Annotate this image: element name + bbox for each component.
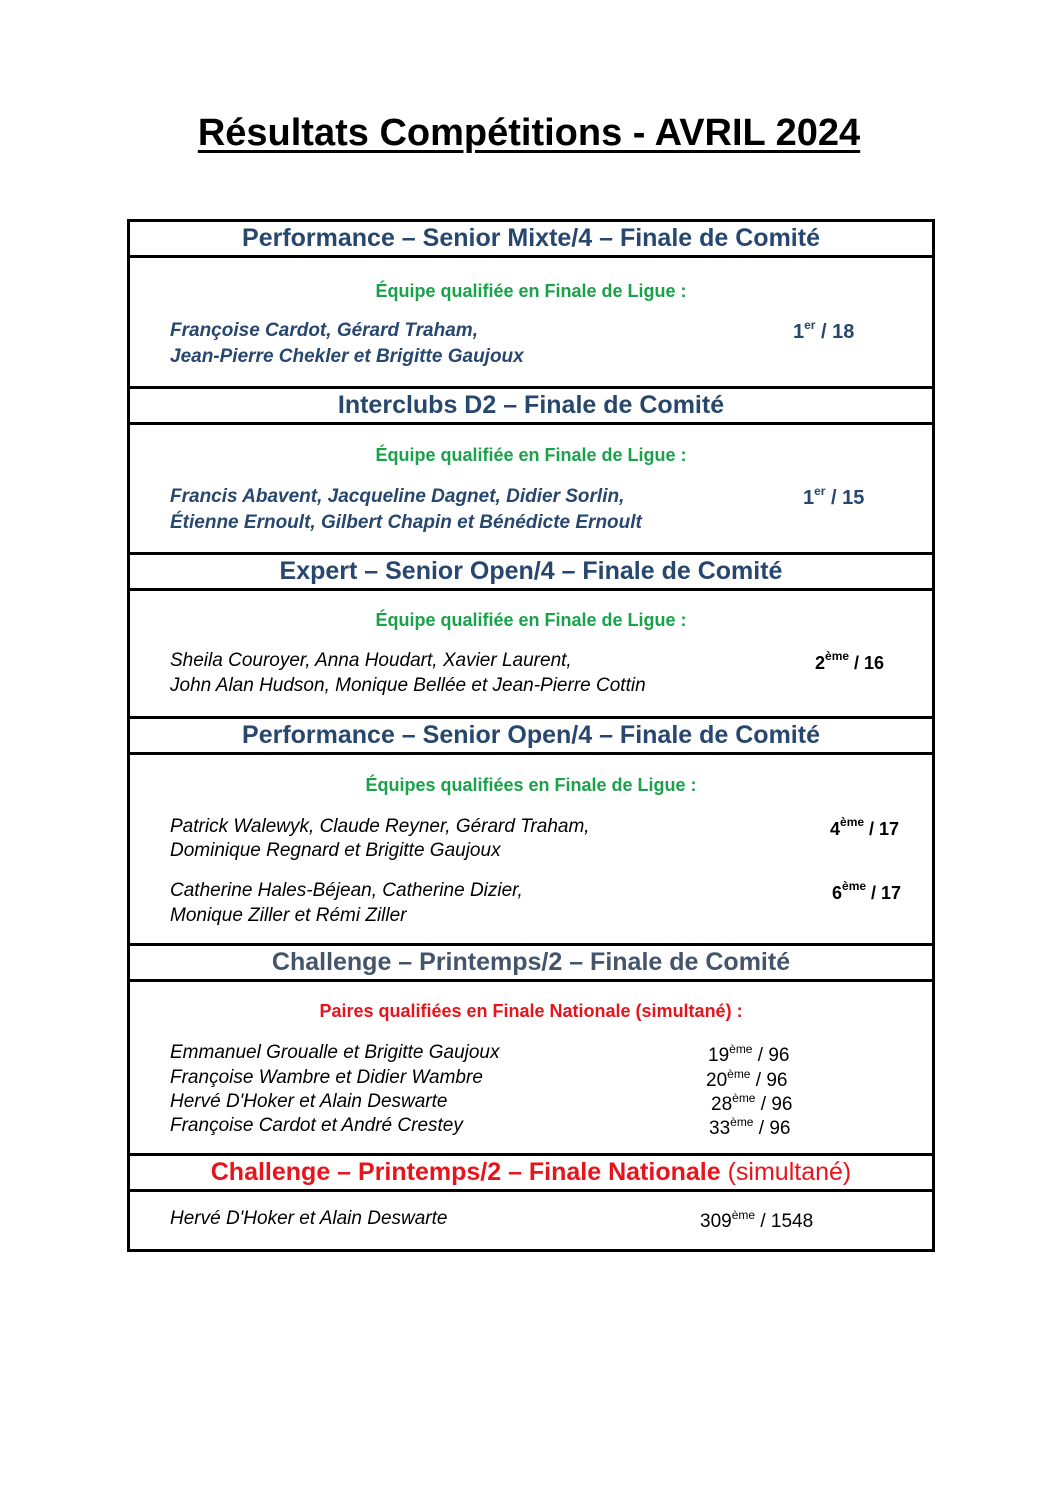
qualification-label: Paires qualifiées en Finale Nationale (simultané) : [319,1001,743,1021]
qualification-label: Équipes qualifiées en Finale de Ligue : [365,775,697,795]
section-header-challenge-comite: Challenge – Printemps/2 – Finale de Comité [130,946,932,982]
qualification-label: Équipe qualifiée en Finale de Ligue : [375,281,687,301]
team-line-1: Catherine Hales-Béjean, Catherine Dizier, [170,880,523,901]
team-line-1: Françoise Cardot, Gérard Traham, [170,320,478,341]
pair-names: Françoise Cardot et André Crestey [170,1115,463,1136]
team-line-2: Dominique Regnard et Brigitte Gaujoux [170,840,501,861]
team-line-2: Étienne Ernoult, Gilbert Chapin et Bénédicte Ernoult [170,512,642,533]
team-line-2: John Alan Hudson, Monique Bellée et Jean-Pierre Cottin [170,675,646,696]
pair-rank: 28ème / 96 [711,1091,793,1115]
section-body-perf-mixte [130,258,932,389]
section-body-expert-open [130,591,932,719]
qualification-label: Équipe qualifiée en Finale de Ligue : [375,445,687,465]
section-header-expert-open: Expert – Senior Open/4 – Finale de Comité [130,555,932,591]
team-rank: 4ème / 17 [830,815,900,839]
team-rank: 2ème / 16 [815,649,885,673]
pair-names: Emmanuel Groualle et Brigitte Gaujoux [170,1042,500,1063]
pair-rank: 309ème / 1548 [700,1208,814,1232]
team-line-2: Jean-Pierre Chekler et Brigitte Gaujoux [170,346,524,367]
team-rank: 1er / 18 [793,318,855,343]
team-line-2: Monique Ziller et Rémi Ziller [170,905,407,926]
qualification-label: Équipe qualifiée en Finale de Ligue : [375,610,687,630]
team-rank: 1er / 15 [803,484,865,509]
results-table [127,219,935,1252]
pair-rank: 19ème / 96 [708,1042,790,1066]
pair-rank: 20ème / 96 [706,1067,788,1091]
section-body-challenge-nationale [130,1192,932,1249]
pair-rank: 33ème / 96 [709,1115,791,1139]
section-body-challenge-comite [130,982,932,1156]
pair-names: Hervé D'Hoker et Alain Deswarte [170,1091,448,1112]
team-line-1: Patrick Walewyk, Claude Reyner, Gérard Traham, [170,816,590,837]
page-title: Résultats Compétitions - AVRIL 2024 [197,112,861,154]
section-header-interclubs: Interclubs D2 – Finale de Comité [130,389,932,425]
section-header-perf-open: Performance – Senior Open/4 – Finale de Comité [130,719,932,755]
section-header-perf-mixte: Performance – Senior Mixte/4 – Finale de Comité [130,222,932,258]
team-line-1: Francis Abavent, Jacqueline Dagnet, Didier Sorlin, [170,486,625,507]
section-body-interclubs [130,425,932,555]
section-header-challenge-nationale: Challenge – Printemps/2 – Finale Nationale (simultané) [130,1156,932,1192]
pair-names: Hervé D'Hoker et Alain Deswarte [170,1208,448,1229]
pair-names: Françoise Wambre et Didier Wambre [170,1067,483,1088]
team-rank: 6ème / 17 [832,879,902,903]
team-line-1: Sheila Couroyer, Anna Houdart, Xavier Laurent, [170,650,572,671]
section-body-perf-open [130,755,932,946]
